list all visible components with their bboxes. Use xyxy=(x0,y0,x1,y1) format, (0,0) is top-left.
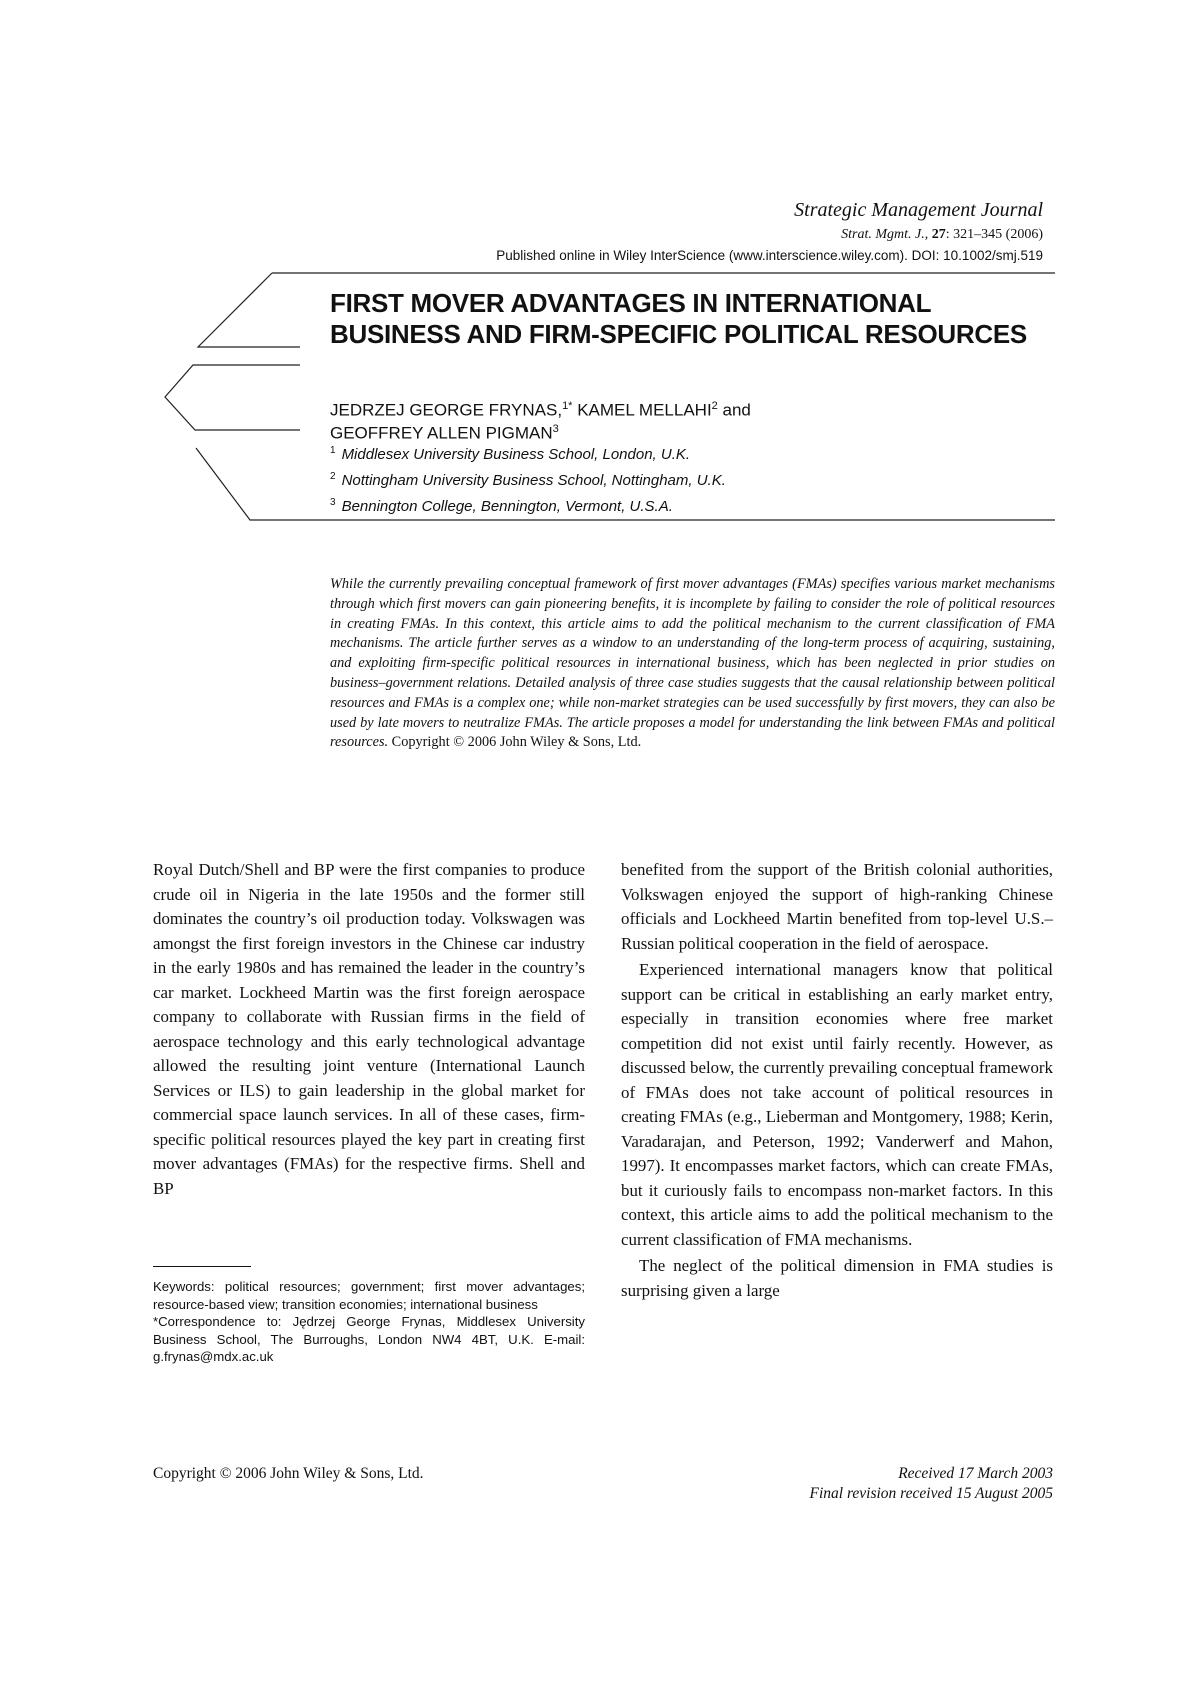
chevron-top xyxy=(198,273,300,347)
author-3-mark: 3 xyxy=(552,422,559,435)
journal-name: Strategic Management Journal xyxy=(794,199,1043,221)
chevron-middle xyxy=(165,365,300,430)
abstract xyxy=(330,575,1055,753)
footer-dates xyxy=(809,1464,1053,1504)
received-date: Received 17 March 2003 xyxy=(898,1465,1053,1482)
affiliation-1 xyxy=(330,440,950,466)
affiliation-2-text: Nottingham University Business School, Nottingham, U.K. xyxy=(341,472,726,489)
affiliation-list xyxy=(330,440,950,518)
author-3: GEOFFREY ALLEN PIGMAN xyxy=(330,423,553,443)
correspondence-footnote: *Correspondence to: Jędrzej George Frynas, Middlesex University Business School, The Burroughs, London NW4 4BT, U.K. E-mail: g.frynas@mdx.ac.uk xyxy=(153,1314,585,1365)
body-column-left xyxy=(153,858,585,1201)
published-online-line: Published online in Wiley InterScience (www.interscience.wiley.com). DOI: 10.1002/smj.519 xyxy=(496,248,1043,263)
footnote-rule xyxy=(153,1266,251,1267)
affiliation-3-text: Bennington College, Bennington, Vermont, U.S.A. xyxy=(341,498,673,515)
article-title: FIRST MOVER ADVANTAGES IN INTERNATIONAL BUSINESS AND FIRM-SPECIFIC POLITICAL RESOURCES xyxy=(330,288,1027,349)
author-and: and xyxy=(717,400,751,420)
affiliation-1-text: Middlesex University Business School, London, U.K. xyxy=(341,446,691,463)
citation-pages: : 321–345 (2006) xyxy=(945,227,1043,242)
footnotes xyxy=(153,1278,585,1366)
author-2-mark: 2 xyxy=(711,400,718,412)
author-1: JEDRZEJ GEORGE FRYNAS, xyxy=(330,400,563,420)
affiliation-1-num: 1 xyxy=(330,445,336,456)
body-paragraph: Royal Dutch/Shell and BP were the first companies to produce crude oil in Nigeria in the late 1950s and the former still dominates the country’s oil production today. Volkswagen was amongst the first foreign investors in the Chinese car industry in the early 1980s and has remained the leader in the country’s car market. Lockheed Martin was the first foreign aerospace company to collaborate with Russian firms in the field of aerospace technology and this early technological advantage allowed the resulting joint venture (International Launch Services or ILS) to gain leadership in the global market for commercial space launch services. In all of these cases, firm-specific political resources played the key part in creating first mover advantages (FMAs) for the respective firms. Shell and BP xyxy=(153,860,585,1198)
author-list xyxy=(330,397,950,442)
body-paragraph: The neglect of the political dimension in FMA studies is surprising given a large xyxy=(621,1256,1053,1300)
affiliation-3-num: 3 xyxy=(330,497,336,508)
affiliation-2-num: 2 xyxy=(330,471,336,482)
author-2: KAMEL MELLAHI xyxy=(572,400,712,420)
final-revision-date: Final revision received 15 August 2005 xyxy=(809,1485,1053,1502)
citation-prefix: Strat. Mgmt. J. xyxy=(841,227,925,242)
journal-citation: Strat. Mgmt. J., 27: 321–345 (2006) xyxy=(841,227,1043,242)
citation-volume: 27 xyxy=(931,227,946,242)
body-column-right xyxy=(621,858,1053,1303)
footer-copyright: Copyright © 2006 John Wiley & Sons, Ltd. xyxy=(153,1465,424,1482)
author-1-mark: 1* xyxy=(562,400,573,412)
abstract-copyright: Copyright © 2006 John Wiley & Sons, Ltd. xyxy=(388,734,642,751)
abstract-text: While the currently prevailing conceptual framework of first mover advantages (FMAs) specifies various market mechanisms through which first movers can gain pioneering benefits, it is incomplete by failing to consider the role of political resources in creating FMAs. In this context, this article aims to add the political mechanism to the current classification of FMA mechanisms. The article further serves as a window to an understanding of the long-term process of acquiring, sustaining, and exploiting firm-specific political resources in international business, which has been neglected in prior studies on business–government relations. Detailed analysis of three case studies suggests that the causal relationship between political resources and FMAs is a complex one; while non-market strategies can be used successfully by first movers, they can also be used by late movers to neutralize FMAs. The article proposes a model for understanding the link between FMAs and political resources. xyxy=(330,576,1055,751)
affiliation-2 xyxy=(330,466,950,492)
body-paragraph: Experienced international managers know that political support can be critical in establishing an early market entry, especially in transition economies where free market competition did not exist until fairly recently. However, as discussed below, the currently prevailing conceptual framework of FMAs does not take account of political resources in creating FMAs (e.g., Lieberman and Montgomery, 1988; Kerin, Varadarajan, and Peterson, 1992; Vanderwerf and Mahon, 1997). It encompasses market factors, which can create FMAs, but it curiously fails to encompass non-market factors. In this context, this article aims to add the political mechanism to the current classification of FMA mechanisms. xyxy=(621,960,1053,1249)
keywords-footnote: Keywords: political resources; government; first mover advantages; resource-based view; transition economies; international business xyxy=(153,1279,585,1312)
journal-header xyxy=(496,198,1043,266)
affiliation-3 xyxy=(330,492,950,518)
body-paragraph: benefited from the support of the British colonial authorities, Volkswagen enjoyed the support of high-ranking Chinese officials and Lockheed Martin benefited from top-level U.S.–Russian political cooperation in the field of aerospace. xyxy=(621,860,1053,953)
